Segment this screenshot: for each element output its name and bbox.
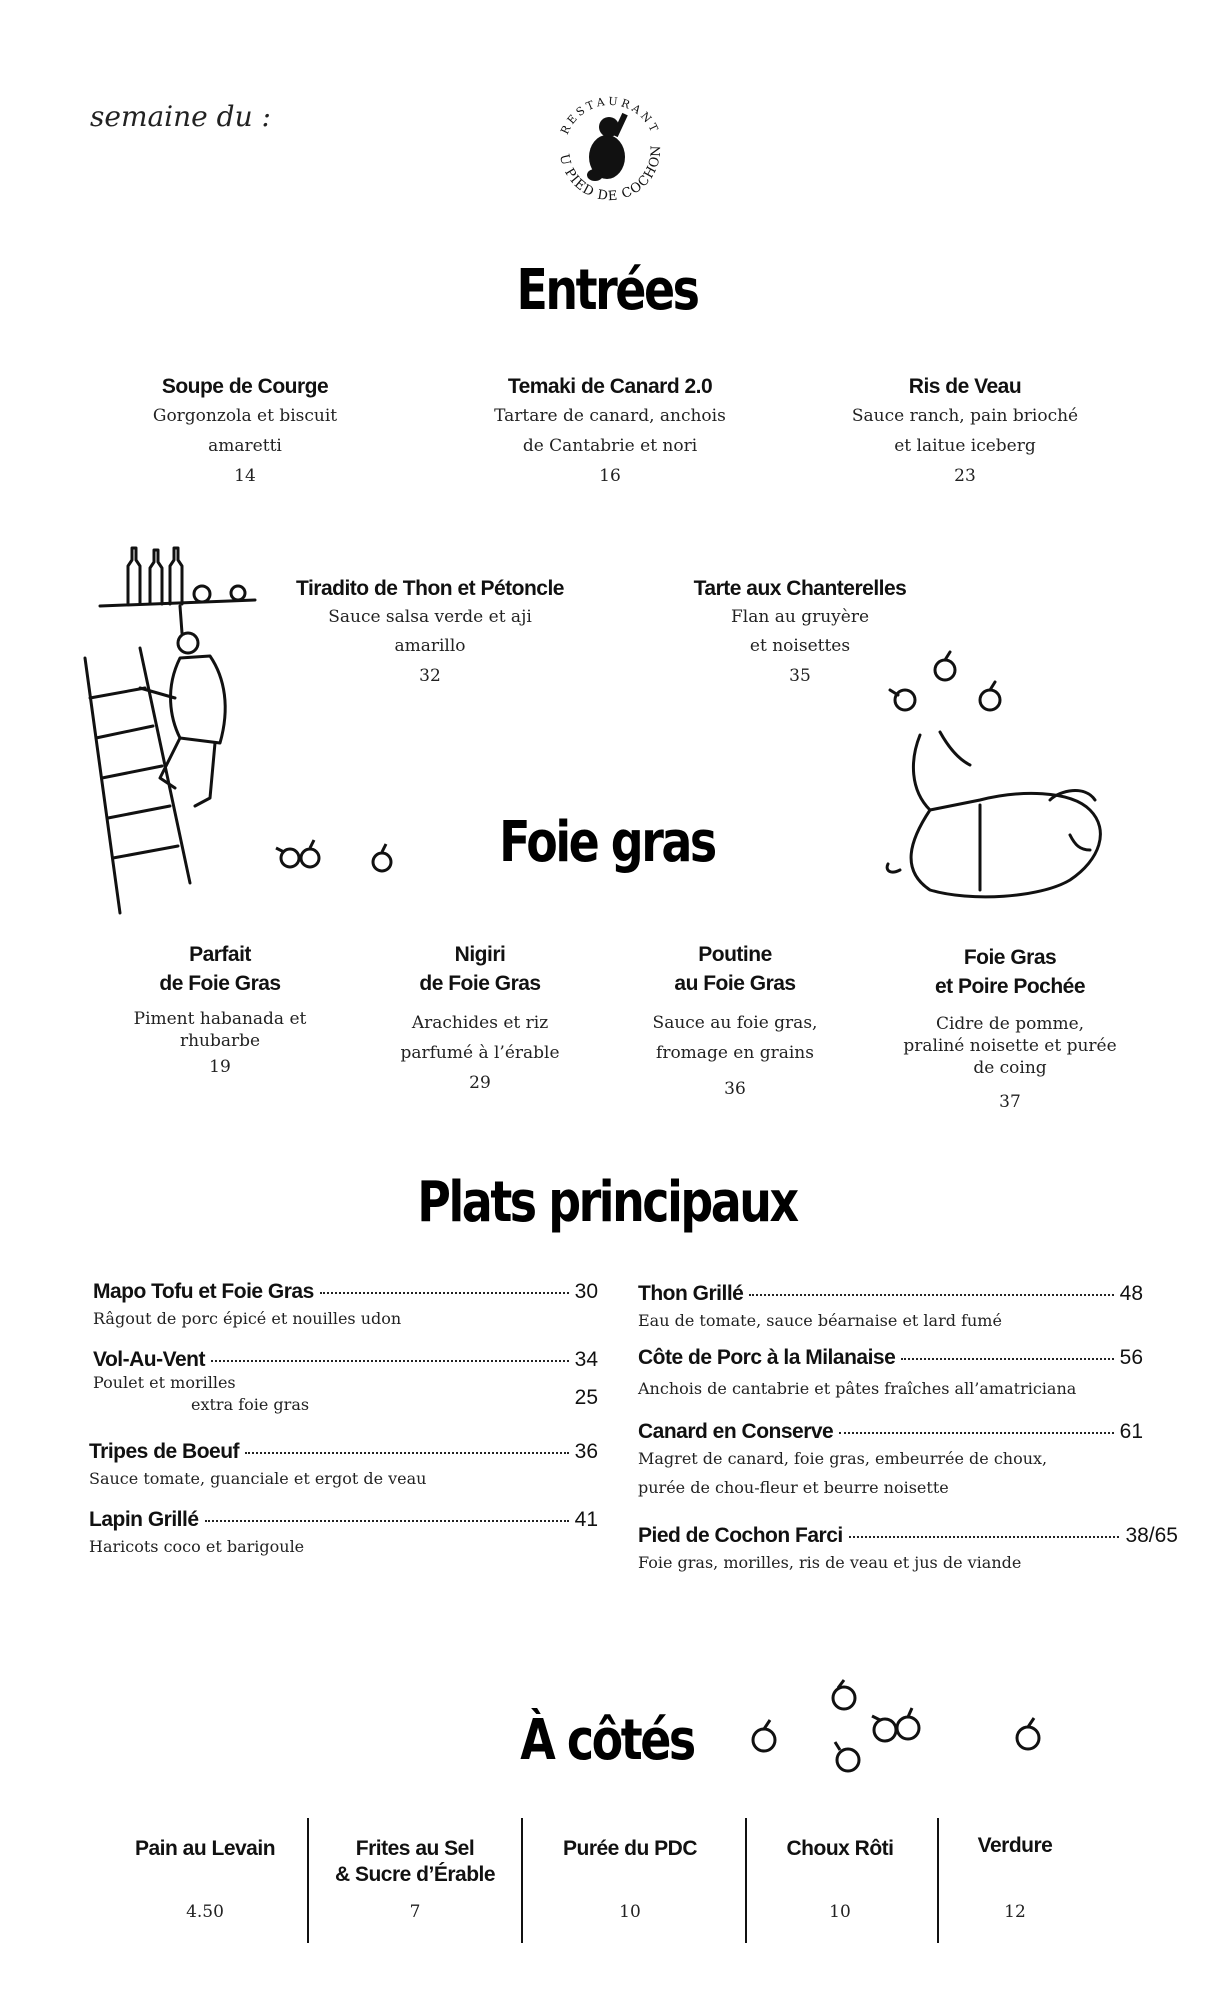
side-name	[530, 1862, 730, 1888]
divider	[307, 1818, 309, 1943]
item-name: Soupe de Courge	[161, 375, 329, 398]
item-name: Nigiri	[454, 943, 506, 966]
item-name: Temaki de Canard 2.0	[507, 375, 713, 398]
item-desc: Piment habanada et	[133, 1009, 307, 1029]
item-desc: Flan au gruyère	[730, 607, 870, 627]
item-name: Poutine	[698, 943, 772, 966]
item-desc: fromage en grains	[656, 1043, 814, 1063]
dish-desc: Foie gras, morilles, ris de veau et jus de viande	[638, 1553, 1022, 1572]
item-desc: de Cantabrie et nori	[522, 436, 698, 456]
side-item	[315, 1836, 515, 1922]
dish-desc: Poulet et morilles	[93, 1373, 236, 1392]
side-name: Pain au Levain	[134, 1837, 276, 1860]
week-label: semaine du :	[90, 100, 271, 133]
side-name	[940, 1859, 1090, 1885]
dish-name: Pied de Cochon Farci	[638, 1524, 843, 1547]
side-price: 4.50	[186, 1902, 224, 1922]
item-name: Tarte aux Chanterelles	[693, 577, 907, 600]
menu-item	[825, 372, 1105, 491]
item-desc: amaretti	[208, 436, 282, 456]
menu-item	[365, 940, 595, 1098]
item-price: 35	[789, 666, 811, 686]
side-price: 10	[829, 1902, 851, 1922]
menu-item	[270, 574, 590, 691]
item-name: Tiradito de Thon et Pétoncle	[296, 577, 564, 600]
item-name: Foie Gras	[963, 946, 1057, 969]
dish-name: Tripes de Boeuf	[89, 1440, 240, 1463]
side-name: Frites au Sel	[355, 1837, 475, 1860]
main-dish	[638, 1282, 1143, 1335]
side-name: & Sucre d’Érable	[334, 1863, 496, 1886]
dish-extra-price: 25	[574, 1386, 598, 1409]
menu-item	[880, 943, 1140, 1117]
item-name: et Poire Pochée	[934, 975, 1086, 998]
main-dish	[638, 1420, 1143, 1502]
item-desc: de coing	[973, 1058, 1047, 1078]
side-price: 10	[619, 1902, 641, 1922]
side-price: 12	[1004, 1902, 1026, 1922]
item-desc: Cidre de pomme,	[935, 1014, 1085, 1034]
restaurant-logo	[539, 74, 675, 215]
item-name: de Foie Gras	[159, 972, 281, 995]
item-desc: et noisettes	[749, 636, 851, 656]
main-dish	[638, 1524, 1178, 1577]
item-name: de Foie Gras	[419, 972, 541, 995]
dish-desc: Haricots coco et barigoule	[89, 1537, 305, 1556]
main-dish	[89, 1440, 598, 1493]
item-name: au Foie Gras	[674, 972, 796, 995]
item-price: 14	[234, 466, 256, 486]
dish-desc: Magret de canard, foie gras, embeurrée de choux,	[638, 1449, 1048, 1468]
dish-desc: Eau de tomate, sauce béarnaise et lard fumé	[638, 1311, 1002, 1330]
side-name	[105, 1862, 305, 1888]
item-price: 19	[209, 1057, 231, 1077]
dish-price: 61	[1119, 1420, 1143, 1443]
item-price: 23	[954, 466, 976, 486]
side-item	[530, 1836, 730, 1922]
item-price: 32	[419, 666, 441, 686]
dish-desc: Anchois de cantabrie et pâtes fraîches all’amatriciana	[638, 1379, 1077, 1398]
dish-price: 34	[574, 1348, 598, 1371]
menu-item	[470, 372, 750, 491]
item-desc: parfumé à l’érable	[400, 1043, 560, 1063]
item-price: 16	[599, 466, 621, 486]
item-desc: rhubarbe	[179, 1031, 261, 1051]
dish-price: 56	[1119, 1346, 1143, 1369]
item-desc: Tartare de canard, anchois	[494, 406, 726, 426]
dish-extra: extra foie gras	[191, 1395, 310, 1414]
section-title-plats-principaux: Plats principaux	[417, 1170, 797, 1235]
divider	[521, 1818, 523, 1943]
side-name: Purée du PDC	[562, 1837, 698, 1860]
main-dish	[638, 1346, 1143, 1408]
item-price: 36	[724, 1079, 746, 1099]
item-price: 29	[469, 1073, 491, 1093]
main-dish	[93, 1348, 598, 1416]
section-title-entrees: Entrées	[516, 258, 698, 323]
menu-item	[620, 940, 850, 1104]
main-dish	[93, 1280, 598, 1333]
item-desc: Sauce salsa verde et aji	[328, 607, 532, 627]
side-item	[940, 1833, 1090, 1922]
dish-name: Mapo Tofu et Foie Gras	[93, 1280, 314, 1303]
dish-desc: Sauce tomate, guanciale et ergot de veau	[89, 1469, 427, 1488]
item-name: Ris de Veau	[908, 375, 1022, 398]
main-dish	[89, 1508, 598, 1561]
dish-price: 41	[574, 1508, 598, 1531]
section-title-a-cotes: À côtés	[520, 1708, 694, 1773]
dish-price: 30	[574, 1280, 598, 1303]
item-desc: amarillo	[394, 636, 466, 656]
dish-price: 48	[1119, 1282, 1143, 1305]
item-desc: Sauce ranch, pain brioché	[851, 406, 1079, 426]
side-name	[750, 1862, 930, 1888]
menu-item	[105, 940, 335, 1082]
dish-name: Thon Grillé	[638, 1282, 744, 1305]
item-desc: praliné noisette et purée	[903, 1036, 1117, 1056]
svg-text:RESTAURANT: RESTAURANT	[558, 94, 662, 137]
menu-item	[125, 372, 365, 491]
side-item	[750, 1836, 930, 1922]
divider	[745, 1818, 747, 1943]
dish-name: Vol-Au-Vent	[93, 1348, 205, 1371]
item-price: 37	[999, 1092, 1021, 1112]
dish-name: Canard en Conserve	[638, 1420, 834, 1443]
dish-name: Côte de Porc à la Milanaise	[638, 1346, 896, 1369]
apple-icon	[740, 1670, 1070, 1780]
side-item	[105, 1836, 305, 1922]
side-price: 7	[409, 1902, 421, 1922]
divider	[937, 1818, 939, 1943]
side-name: Verdure	[977, 1834, 1053, 1857]
section-title-foie-gras: Foie gras	[499, 810, 715, 875]
dish-desc: purée de chou-fleur et beurre noisette	[638, 1478, 949, 1497]
dish-price: 36	[574, 1440, 598, 1463]
item-name: Parfait	[189, 943, 251, 966]
dish-desc: Râgout de porc épicé et nouilles udon	[93, 1309, 402, 1328]
item-desc: Gorgonzola et biscuit	[152, 406, 338, 426]
item-desc: Sauce au foie gras,	[652, 1013, 818, 1033]
dish-price: 38/65	[1125, 1524, 1178, 1547]
dish-name: Lapin Grillé	[89, 1508, 199, 1531]
item-desc: et laitue iceberg	[894, 436, 1036, 456]
item-desc: Arachides et riz	[411, 1013, 549, 1033]
svg-text:AU PIED DE COCHON: AU PIED DE COCHON	[539, 74, 665, 205]
side-name: Choux Rôti	[786, 1837, 894, 1860]
